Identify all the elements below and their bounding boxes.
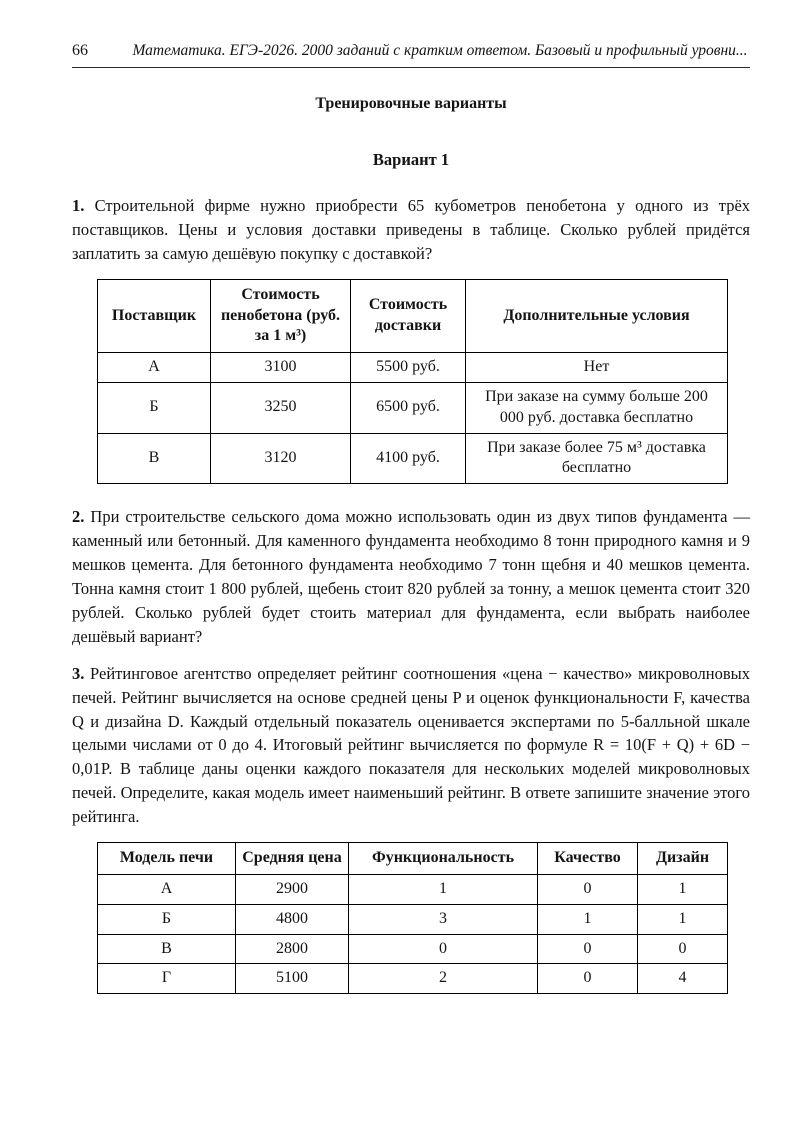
table-row: [98, 964, 728, 994]
cell-supplier: А: [98, 353, 211, 383]
cell-quality: 0: [538, 934, 638, 964]
header-extra-conditions: Дополнительные условия: [466, 279, 728, 352]
table-row: [98, 433, 728, 484]
cell-avg-price: 2900: [236, 874, 349, 904]
header-functionality: Функциональность: [349, 843, 538, 875]
header-foam-concrete-price: Стоимость пенобетона (руб. за 1 м³): [211, 279, 351, 352]
cell-functionality: 2: [349, 964, 538, 994]
cell-conditions: При заказе на сумму больше 200 000 руб. доставка бесплатно: [466, 382, 728, 433]
problem-3-text: Рейтинговое агентство определяет рейтинг соотношения «цена − качество» микроволновых печей. Рейтинг вычисляется на основе средней цены P и оценок функциональности F, качества Q и дизайна D. Каждый отдельный показатель оценивается экспертами по 5-балльной шкале целыми числами от 0 до 4. Итоговый рейтинг вычисляется по формуле R = 10(F + Q) + 6D − 0,01P. В таблице даны оценки каждого показателя для нескольких моделей микроволновых печей. Определите, какая модель имеет наименьший рейтинг. В ответе запишите значение этого рейтинга.: [72, 663, 751, 827]
suppliers-table: [97, 279, 728, 484]
cell-quality: 1: [538, 904, 638, 934]
cell-quality: 0: [538, 874, 638, 904]
header-model: Модель печи: [98, 843, 236, 875]
table-row: [98, 382, 728, 433]
cell-design: 0: [638, 934, 728, 964]
section-title: Тренировочные варианты: [315, 95, 507, 112]
problem-2: [72, 505, 750, 649]
cell-functionality: 3: [349, 904, 538, 934]
header-rule: [72, 67, 750, 68]
header-design: Дизайн: [638, 843, 728, 875]
cell-supplier: Б: [98, 382, 211, 433]
table-row: [98, 353, 728, 383]
cell-model: Б: [98, 904, 236, 934]
cell-price: 3250: [211, 382, 351, 433]
cell-functionality: 1: [349, 874, 538, 904]
header-delivery-cost: Стоимость доставки: [351, 279, 466, 352]
problem-2-number: 2.: [72, 507, 85, 527]
cell-delivery: 5500 руб.: [351, 353, 466, 383]
problem-3: [72, 662, 750, 829]
cell-conditions: Нет: [466, 353, 728, 383]
cell-price: 3100: [211, 353, 351, 383]
cell-avg-price: 2800: [236, 934, 349, 964]
problem-1-number: 1.: [72, 196, 85, 215]
table-row: [98, 874, 728, 904]
problem-1: [72, 194, 750, 266]
cell-design: 1: [638, 904, 728, 934]
page-header: [72, 42, 750, 60]
variant-title: Вариант 1: [372, 150, 450, 169]
cell-price: 3120: [211, 433, 351, 484]
ratings-table-header-row: [98, 843, 728, 875]
header-quality: Качество: [538, 843, 638, 875]
header-supplier: Поставщик: [98, 279, 211, 352]
microwave-ratings-table: [97, 842, 728, 994]
cell-design: 1: [638, 874, 728, 904]
cell-delivery: 6500 руб.: [351, 382, 466, 433]
cell-delivery: 4100 руб.: [351, 433, 466, 484]
problem-2-text: При строительстве сельского дома можно использовать один из двух типов фундамента — каменный или бетонный. Для каменного фундамента необходимо 8 тонн природного камня и 9 мешков цемента. Для бетонного фундамента необходимо 7 тонн щебня и 40 мешков цемента. Тонна камня стоит 1 800 рублей, щебень стоит 820 рублей за тонну, а мешок цемента стоит 320 рублей. Сколько рублей будет стоить материал для фундамента, если выбрать наиболее дешёвый вариант?: [72, 507, 751, 646]
table-row: [98, 934, 728, 964]
cell-model: А: [98, 874, 236, 904]
suppliers-table-header-row: [98, 279, 728, 352]
cell-avg-price: 4800: [236, 904, 349, 934]
cell-model: В: [98, 934, 236, 964]
problem-3-number: 3.: [72, 663, 85, 683]
running-title: Математика. ЕГЭ-2026. 2000 заданий с кратким ответом. Базовый и профильный уровни...: [132, 42, 748, 59]
header-average-price: Средняя цена: [236, 843, 349, 875]
cell-avg-price: 5100: [236, 964, 349, 994]
table-row: [98, 904, 728, 934]
problem-1-text: Строительной фирме нужно приобрести 65 кубометров пенобетона у одного из трёх поставщиков. Цены и условия доставки приведены в таблице. Сколько рублей придётся заплатить за самую дешёвую покупку с доставкой?: [72, 196, 751, 263]
cell-supplier: В: [98, 433, 211, 484]
cell-functionality: 0: [349, 934, 538, 964]
cell-design: 4: [638, 964, 728, 994]
page-number: 66: [72, 42, 88, 59]
cell-quality: 0: [538, 964, 638, 994]
cell-conditions: При заказе более 75 м³ доставка бесплатно: [466, 433, 728, 484]
cell-model: Г: [98, 964, 236, 994]
